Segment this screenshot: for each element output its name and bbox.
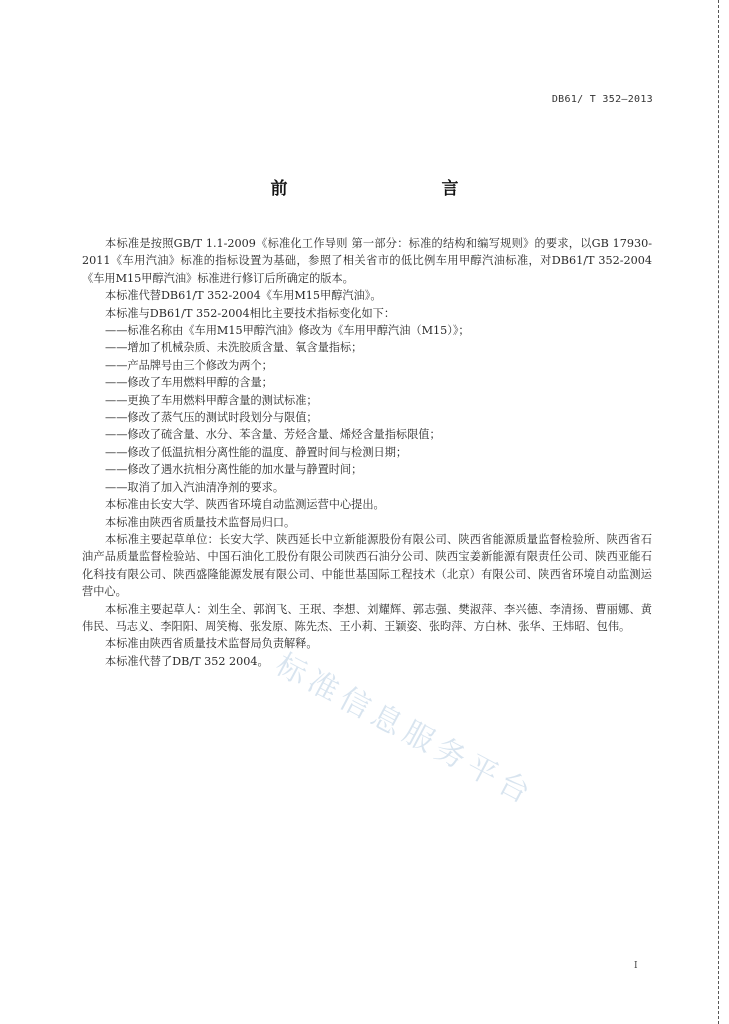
list-item: ——产品牌号由三个修改为两个； [105,358,273,372]
list-item: ——标准名称由《车用M15甲醇汽油》修改为《车用甲醇汽油（M15）》； [105,324,470,338]
scan-edge-line [718,0,719,1024]
list-item: ——更换了车用燃料甲醇含量的测试标准； [105,393,318,407]
paragraph: 本标准主要起草人：刘生全、郭润飞、王珉、李想、刘耀辉、郭志强、樊淑萍、李兴德、李清扬、曹丽娜、黄伟民、马志义、李阳阳、周笑梅、张发原、陈先杰、王小莉、王颖姿、张昀萍、方白林、张华、王炜昭、包伟。 [82,602,652,633]
paragraph: 本标准代替DB61/T 352-2004《车用M15甲醇汽油》。 [105,289,382,303]
paragraph: 本标准由陕西省质量技术监督局负责解释。 [105,637,318,651]
list-item: ——增加了机械杂质、未洗胶质含量、氧含量指标； [105,341,363,355]
paragraph: 本标准与DB61/T 352-2004相比主要技术指标变化如下： [105,306,396,320]
page-title: 前 言 [270,179,499,199]
page-number: I [634,961,638,971]
list-item: ——修改了低温抗相分离性能的温度、静置时间与检测日期； [105,445,408,459]
paragraph: 本标准代替了DB/T 352 2004。 [105,654,269,668]
list-item: ——取消了加入汽油清净剂的要求。 [105,480,285,494]
list-item: ——修改了硫含量、水分、苯含量、芳烃含量、烯烃含量指标限值； [105,428,441,442]
paragraph: 本标准由长安大学、陕西省环境自动监测运营中心提出。 [105,498,385,512]
list-item: ——修改了蒸气压的测试时段划分与限值； [105,411,318,425]
watermark: 标准信息服务平台 [269,647,541,814]
list-item: ——修改了车用燃料甲醇的含量； [105,376,273,390]
body-text [82,235,652,670]
list-item: ——修改了遇水抗相分离性能的加水量与静置时间； [105,463,363,477]
paragraph: 本标准主要起草单位：长安大学、陕西延长中立新能源股份有限公司、陕西省能源质量监督检验所、陕西省石油产品质量监督检验站、中国石油化工股份有限公司陕西石油分公司、陕西宝姜新能源有限责任公司、陕西亚能石化科技有限公司、陕西盛隆能源发展有限公司、中能世基国际工程技术（北京）有限公司、陕西省环境自动监测运营中心。 [82,532,652,599]
paragraph: 本标准由陕西省质量技术监督局归口。 [105,515,296,529]
paragraph: 本标准是按照GB/T 1.1-2009《标准化工作导则 第一部分：标准的结构和编写规则》的要求，以GB 17930-2011《车用汽油》标准的指标设置为基础，参照了相关省市的低比例车用甲醇汽油标准，对DB61/T 352-2004《车用M15甲醇汽油》标准进行修订后所确定的版本。 [82,237,652,285]
standard-code: DB61/ T 352—2013 [551,94,653,105]
